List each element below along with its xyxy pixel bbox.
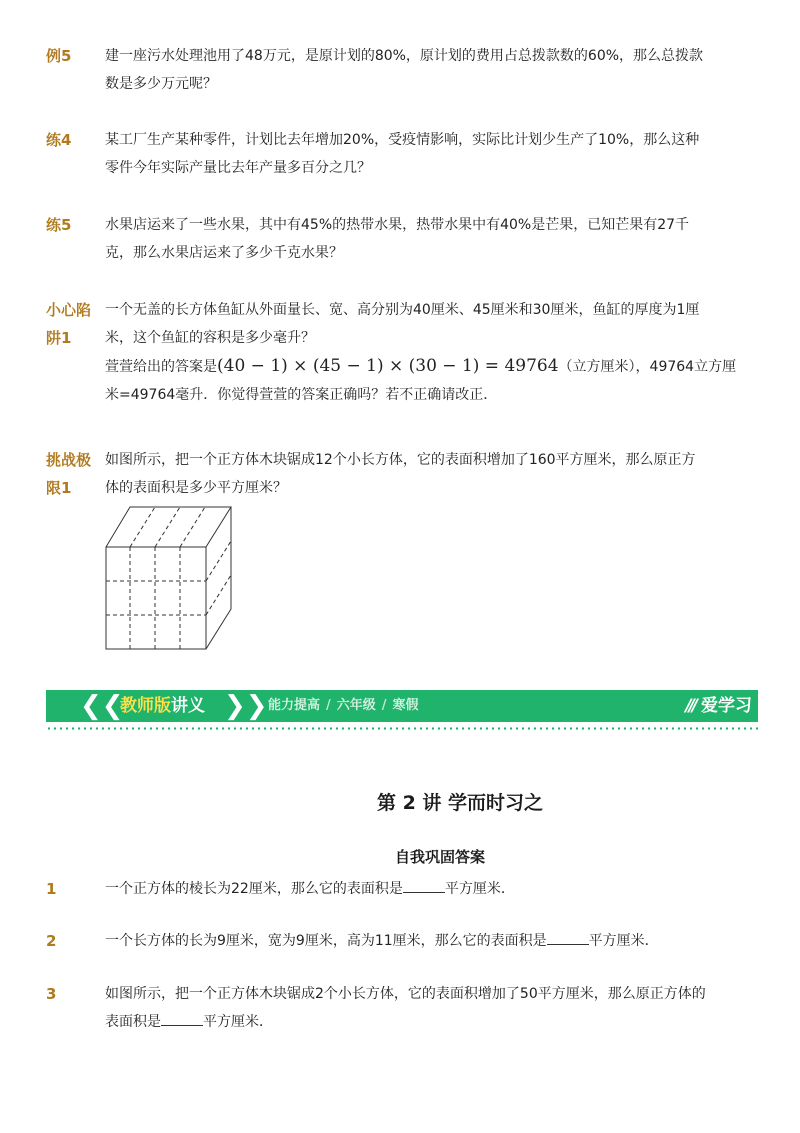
problem-label: 练4: [46, 131, 72, 149]
cube-right-face: [206, 507, 231, 649]
cube-top-face: [106, 507, 231, 547]
problem-label: [46, 446, 102, 502]
problem-line: 零件今年实际产量比去年产量多百分之几？: [105, 160, 371, 176]
double-chevron-left-icon: ❮❮: [80, 691, 124, 721]
breadcrumb-item: 六年级: [336, 698, 376, 713]
problem-line: 米，这个鱼缸的容积是多少毫升？: [105, 330, 315, 346]
label-line: 限1: [46, 479, 72, 497]
answer-suffix: 平方厘米．: [588, 933, 659, 949]
answer-number: 3: [46, 985, 57, 1003]
answer-text: [105, 927, 755, 955]
banner-title: [120, 690, 205, 722]
problem-line: 建一座污水处理池用了48万元，是原计划的80%，原计划的费用占总拨款数的60%，那么总拨款: [105, 48, 704, 64]
answer-suffix: 平方厘米．: [203, 1014, 273, 1030]
lecture-title: 第 2 讲 学而时习之: [376, 792, 544, 814]
problem-text: [105, 211, 755, 267]
answer-prefix: 一个长方体的长为9厘米，宽为9厘米，高为11厘米，那么它的表面积是: [105, 933, 547, 949]
answer-blank: [161, 1011, 203, 1026]
banner-dotted-divider: [46, 727, 758, 730]
breadcrumb-item: 能力提高: [268, 698, 321, 713]
problem-line: 如图所示，把一个正方体木块锯成12个小长方体，它的表面积增加了160平方厘米，那么原正方: [105, 452, 696, 468]
answer-formula: (40 − 1) × (45 − 1) × (30 − 1) = 49764: [217, 356, 559, 376]
problem-text: [105, 42, 755, 98]
problem-text: [105, 126, 755, 182]
problem-line: 一个无盖的长方体鱼缸从外面量长、宽、高分别为40厘米、45厘米和30厘米，鱼缸的厚度为1厘: [105, 302, 700, 318]
problem-text: [105, 446, 755, 502]
answer-prefix: 萱萱给出的答案是: [105, 359, 217, 375]
problem-line: 数是多少万元呢？: [105, 76, 217, 92]
problem-line: 体的表面积是多少平方厘米？: [105, 480, 287, 496]
double-chevron-right-icon: ❯❯: [224, 691, 268, 721]
problem-text: [105, 296, 755, 409]
label-line: 小心陷: [46, 301, 92, 319]
answer-text: [105, 980, 755, 1036]
answer-line: 如图所示，把一个正方体木块锯成2个小长方体，它的表面积增加了50平方厘米，那么原正方体的: [105, 986, 706, 1002]
cube-figure: [104, 505, 240, 653]
answer-prefix: 表面积是: [105, 1014, 161, 1030]
banner-title-a: 教师版: [120, 696, 171, 716]
problem-line: 水果店运来了一些水果，其中有45%的热带水果，热带水果中有40%是芒果，已知芒果有27千: [105, 217, 690, 233]
answer-prefix: 一个正方体的棱长为22厘米，那么它的表面积是: [105, 881, 403, 897]
answer-blank: [403, 878, 445, 893]
answer-text: [105, 875, 755, 903]
logo-mark-icon: ///: [685, 696, 695, 716]
answer-number: 2: [46, 932, 57, 950]
answer-blank: [547, 930, 589, 945]
answer-suffix: （立方厘米），49764立方厘: [558, 359, 737, 375]
section-title: 自我巩固答案: [394, 848, 485, 866]
problem-label: 例5: [46, 47, 72, 65]
breadcrumb: 能力提高 / 六年级 / 寒假: [268, 698, 419, 713]
problem-line: 某工厂生产某种零件，计划比去年增加20%，受疫情影响，实际比计划少生产了10%，那么这种: [105, 132, 700, 148]
answer-suffix: 平方厘米．: [444, 881, 515, 897]
banner-title-b: 讲义: [171, 696, 205, 716]
label-line: 挑战极: [46, 451, 92, 469]
header-banner: [46, 690, 758, 722]
logo-text: 爱学习: [701, 696, 752, 716]
problem-line: 克，那么水果店运来了多少千克水果？: [105, 245, 343, 261]
breadcrumb-item: 寒假: [392, 698, 419, 713]
brand-logo: [685, 690, 752, 722]
problem-label: [46, 296, 102, 352]
answer-line: [105, 352, 755, 381]
problem-label: 练5: [46, 216, 72, 234]
label-line: 阱1: [46, 329, 72, 347]
answer-line-2: 米=49764毫升．你觉得萱萱的答案正确吗？若不正确请改正．: [105, 387, 498, 403]
cube-front-face: [106, 547, 206, 649]
answer-number: 1: [46, 880, 57, 898]
